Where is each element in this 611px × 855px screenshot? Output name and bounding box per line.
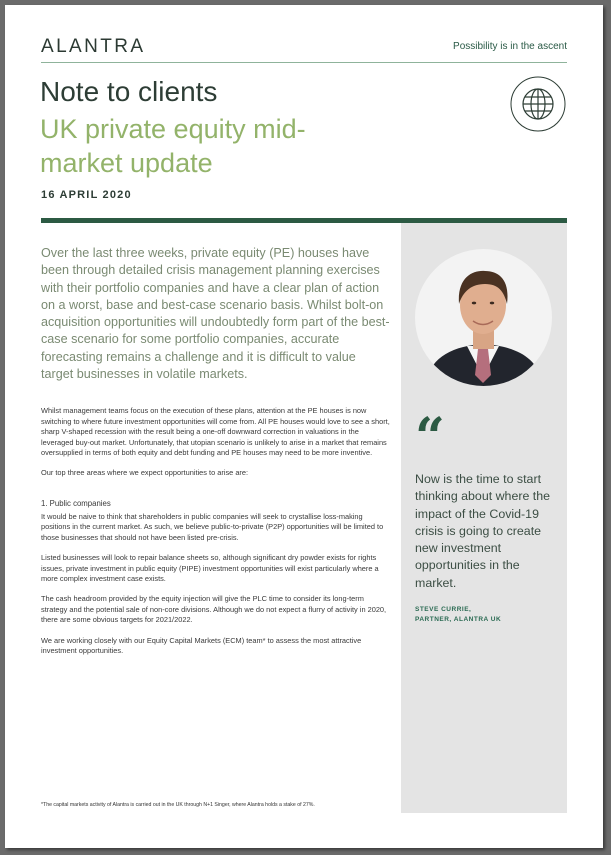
alantra-logo: ALANTRA <box>41 36 146 57</box>
section-heading: 1. Public companies <box>41 499 111 509</box>
globe-icon <box>510 76 566 132</box>
body-paragraph: The cash headroom provided by the equity injection will give the PLC time to consider its long-term strategy and the potential sale of non-core divisions. Although we do not expect a flurry of activity in 2020, there are some obvious targets for 2021/2022. <box>41 594 387 625</box>
body-paragraph: Listed businesses will look to repair balance sheets so, although significant dry powder exists for rights issues, private investment in public equity (PIPE) investment opportunities will exist particularly where a more complex investment case exists. <box>41 552 379 584</box>
publication-date: 16 APRIL 2020 <box>41 189 132 201</box>
body-text <box>41 406 391 666</box>
author-role: PARTNER, ALANTRA UK <box>415 616 502 623</box>
author-photo <box>415 249 552 386</box>
quote-author <box>415 605 501 625</box>
pull-quote: Now is the time to start thinking about where the impact of the Covid-19 crisis is going to create new investment opportunities in the market. <box>415 472 551 590</box>
document-page <box>5 5 603 848</box>
header-divider <box>41 62 567 63</box>
quote-icon: “ <box>415 407 445 468</box>
page-title: Note to clients <box>40 76 218 107</box>
body-paragraph: We are working closely with our Equity Capital Markets (ECM) team* to assess the most attractive investment opportunities. <box>41 635 362 656</box>
lead-paragraph: Over the last three weeks, private equity (PE) houses have been through detailed crisis management planning exercises with their portfolio companies and have a clear plan of action on a worst, base and best-case scenario basis. Whilst bolt-on acquisition opportunities will undoubtedly form part of the best-case scenario for some portfolio companies, accurate forecasting remains a challenge and it is difficult to value target businesses in volatile markets. <box>41 246 390 382</box>
author-name: STEVE CURRIE, <box>415 606 472 613</box>
tagline: Possibility is in the ascent <box>453 41 567 52</box>
body-paragraph: It would be naive to think that shareholders in public companies will seek to crystallise loss-making positions in the current market. As such, we believe public-to-private (P2P) opportunities will be limited to those businesses that should not have been listed pre-crisis. <box>41 511 384 542</box>
body-paragraph: Our top three areas where we expect opportunities to arise are: <box>41 468 249 478</box>
footnote: *The capital markets activity of Alantra is carried out in the UK through N+1 Singer, where Alantra holds a stake of 27%. <box>41 802 315 808</box>
body-paragraph: Whilst management teams focus on the execution of these plans, attention at the PE houses is now switching to where future investment opportunities will come from. All PE houses would love to see a short, sharp V-shaped recession with the result being a one-off downward correction in valuations in the leveraged buy-out market. Unfortunately, that utopian scenario is unlikely to arise in a market that remains oversupplied in terms of both equity and debt funding and PE houses may need to be more inventive. <box>41 406 390 458</box>
page-subtitle: UK private equity mid-market update <box>40 114 306 178</box>
